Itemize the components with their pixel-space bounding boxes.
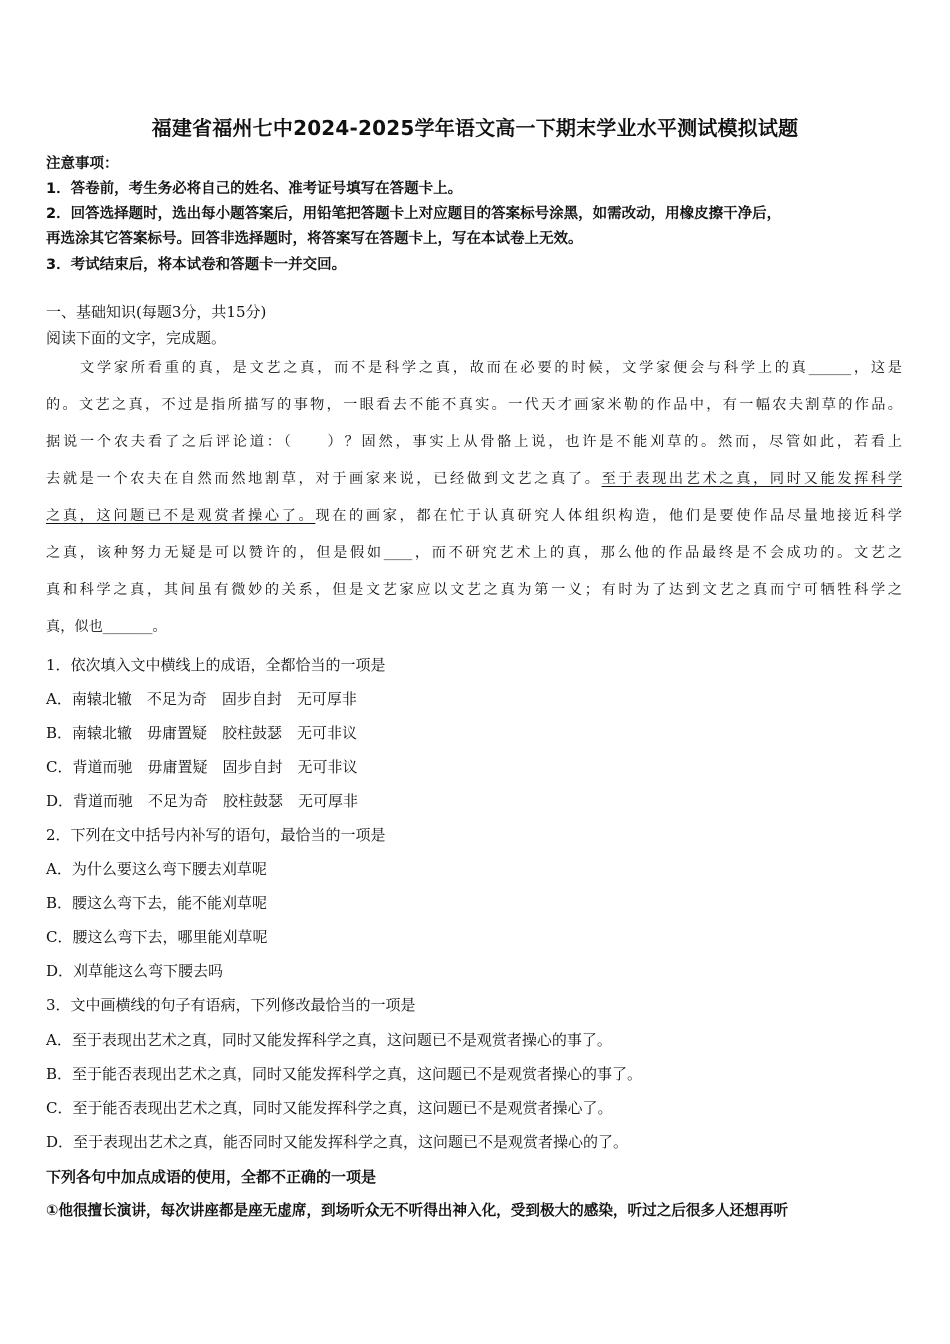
option-text: 至于能否表现出艺术之真，同时又能发挥科学之真，这问题已不是观赏者操心的事了。	[72, 1065, 643, 1083]
passage-line: 真，似也_______。	[46, 619, 167, 635]
underlined-sentence: 至于表现出艺术之真，同时又能发挥科学	[601, 471, 902, 487]
answer-option	[46, 688, 357, 709]
option-text: 背道而驰 毋庸置疑 固步自封 无可非议	[72, 758, 358, 776]
answer-option	[46, 926, 268, 947]
notice-item: 3．考试结束后，将本试卷和答题卡一并交回。	[46, 257, 347, 273]
passage-line	[46, 461, 902, 498]
answer-option	[46, 960, 223, 981]
answer-option	[46, 1029, 612, 1050]
passage-line	[46, 498, 902, 535]
option-label: A．	[46, 690, 72, 708]
answer-option	[46, 756, 358, 777]
page-title: 福建省福州七中2024-2025学年语文高一下期末学业水平测试模拟试题	[151, 116, 799, 140]
passage-text: 去就是一个农夫在自然而然地割草，对于画家来说，已经做到文艺之真了。	[46, 471, 602, 487]
underlined-sentence: 之真，这问题已不是观赏者操心了。	[46, 508, 316, 524]
option-label: D．	[46, 1133, 74, 1151]
question-stem: 3．文中画横线的句子有语病，下列修改最恰当的一项是	[46, 996, 416, 1014]
option-label: B．	[46, 1065, 73, 1083]
answer-option	[46, 790, 358, 811]
answer-option	[46, 1131, 628, 1152]
option-label: C．	[46, 928, 73, 946]
option-text: 至于能否表现出艺术之真，同时又能发挥科学之真，这问题已不是观赏者操心了。	[72, 1099, 613, 1117]
answer-option	[46, 892, 267, 913]
passage-line: 之真，该种努力无疑是可以赞许的，但是假如____，而不研究艺术上的真，那么他的作品最终是不会成功的。文艺之	[46, 545, 902, 561]
passage-line: 的。文艺之真，不过是指所描写的事物，一眼看去不能不真实。一代天才画家米勒的作品中，有一幅农夫割草的作品。	[46, 397, 902, 413]
option-label: D．	[46, 792, 74, 810]
question-stem: 1．依次填入文中横线上的成语，全都恰当的一项是	[46, 656, 386, 674]
section-heading: 一、基础知识(每题3分，共15分)	[46, 303, 267, 321]
notice-item: 2．回答选择题时，选出每小题答案后，用铅笔把答题卡上对应题目的答案标号涂黑，如需改动，用橡皮擦干净后，	[46, 206, 782, 222]
answer-option	[46, 1063, 642, 1084]
question-stem: 下列各句中加点成语的使用，全都不正确的一项是	[46, 1168, 377, 1186]
option-label: A．	[46, 860, 72, 878]
option-label: C．	[46, 758, 73, 776]
option-text: 南辕北辙 毋庸置疑 胶柱鼓瑟 无可非议	[72, 724, 358, 742]
passage-line: 据说一个农夫看了之后评论道：（ ）？固然，事实上从骨骼上说，也许是不能刈草的。然而，尽管如此，若看上	[46, 434, 902, 450]
option-label: B．	[46, 894, 73, 912]
option-label: B．	[46, 724, 73, 742]
question-item: ①他很擅长演讲，每次讲座都是座无虚席，到场听众无不听得出神入化，受到极大的感染，听过之后很多人还想再听	[46, 1202, 789, 1219]
option-text: 腰这么弯下去，能不能刈草呢	[72, 894, 268, 912]
option-text: 南辕北辙 不足为奇 固步自封 无可厚非	[71, 690, 357, 708]
option-text: 至于表现出艺术之真，能否同时又能发挥科学之真，这问题已不是观赏者操心的了。	[73, 1133, 629, 1151]
option-text: 背道而驰 不足为奇 胶柱鼓瑟 无可厚非	[73, 792, 359, 810]
section-instruction: 阅读下面的文字，完成题。	[46, 329, 227, 347]
option-text: 刈草能这么弯下腰去吗	[73, 962, 224, 980]
passage-text: 现在的画家，都在忙于认真研究人体组织构造，他们是要使作品尽量地接近科学	[315, 508, 902, 524]
option-label: A．	[46, 1031, 72, 1049]
answer-option	[46, 722, 357, 743]
question-stem: 2．下列在文中括号内补写的语句，最恰当的一项是	[46, 826, 386, 844]
notice-heading: 注意事项：	[46, 156, 119, 172]
answer-option	[46, 858, 267, 879]
answer-option	[46, 1097, 613, 1118]
option-text: 至于表现出艺术之真，同时又能发挥科学之真，这问题已不是观赏者操心的事了。	[71, 1031, 612, 1049]
passage-line: 文学家所看重的真，是文艺之真，而不是科学之真，故而在必要的时候，文学家便会与科学上的真______，这是	[80, 360, 902, 376]
option-text: 为什么要这么弯下腰去刈草呢	[71, 860, 267, 878]
option-text: 腰这么弯下去，哪里能刈草呢	[72, 928, 268, 946]
passage-line: 真和科学之真，其间虽有微妙的关系，但是文艺家应以文艺之真为第一义；有时为了达到文艺之真而宁可牺牲科学之	[46, 582, 902, 598]
notice-item: 1．答卷前，考生务必将自己的姓名、准考证号填写在答题卡上。	[46, 181, 463, 197]
option-label: D．	[46, 962, 74, 980]
option-label: C．	[46, 1099, 73, 1117]
notice-item: 再选涂其它答案标号。回答非选择题时，将答案写在答题卡上，写在本试卷上无效。	[46, 231, 583, 247]
